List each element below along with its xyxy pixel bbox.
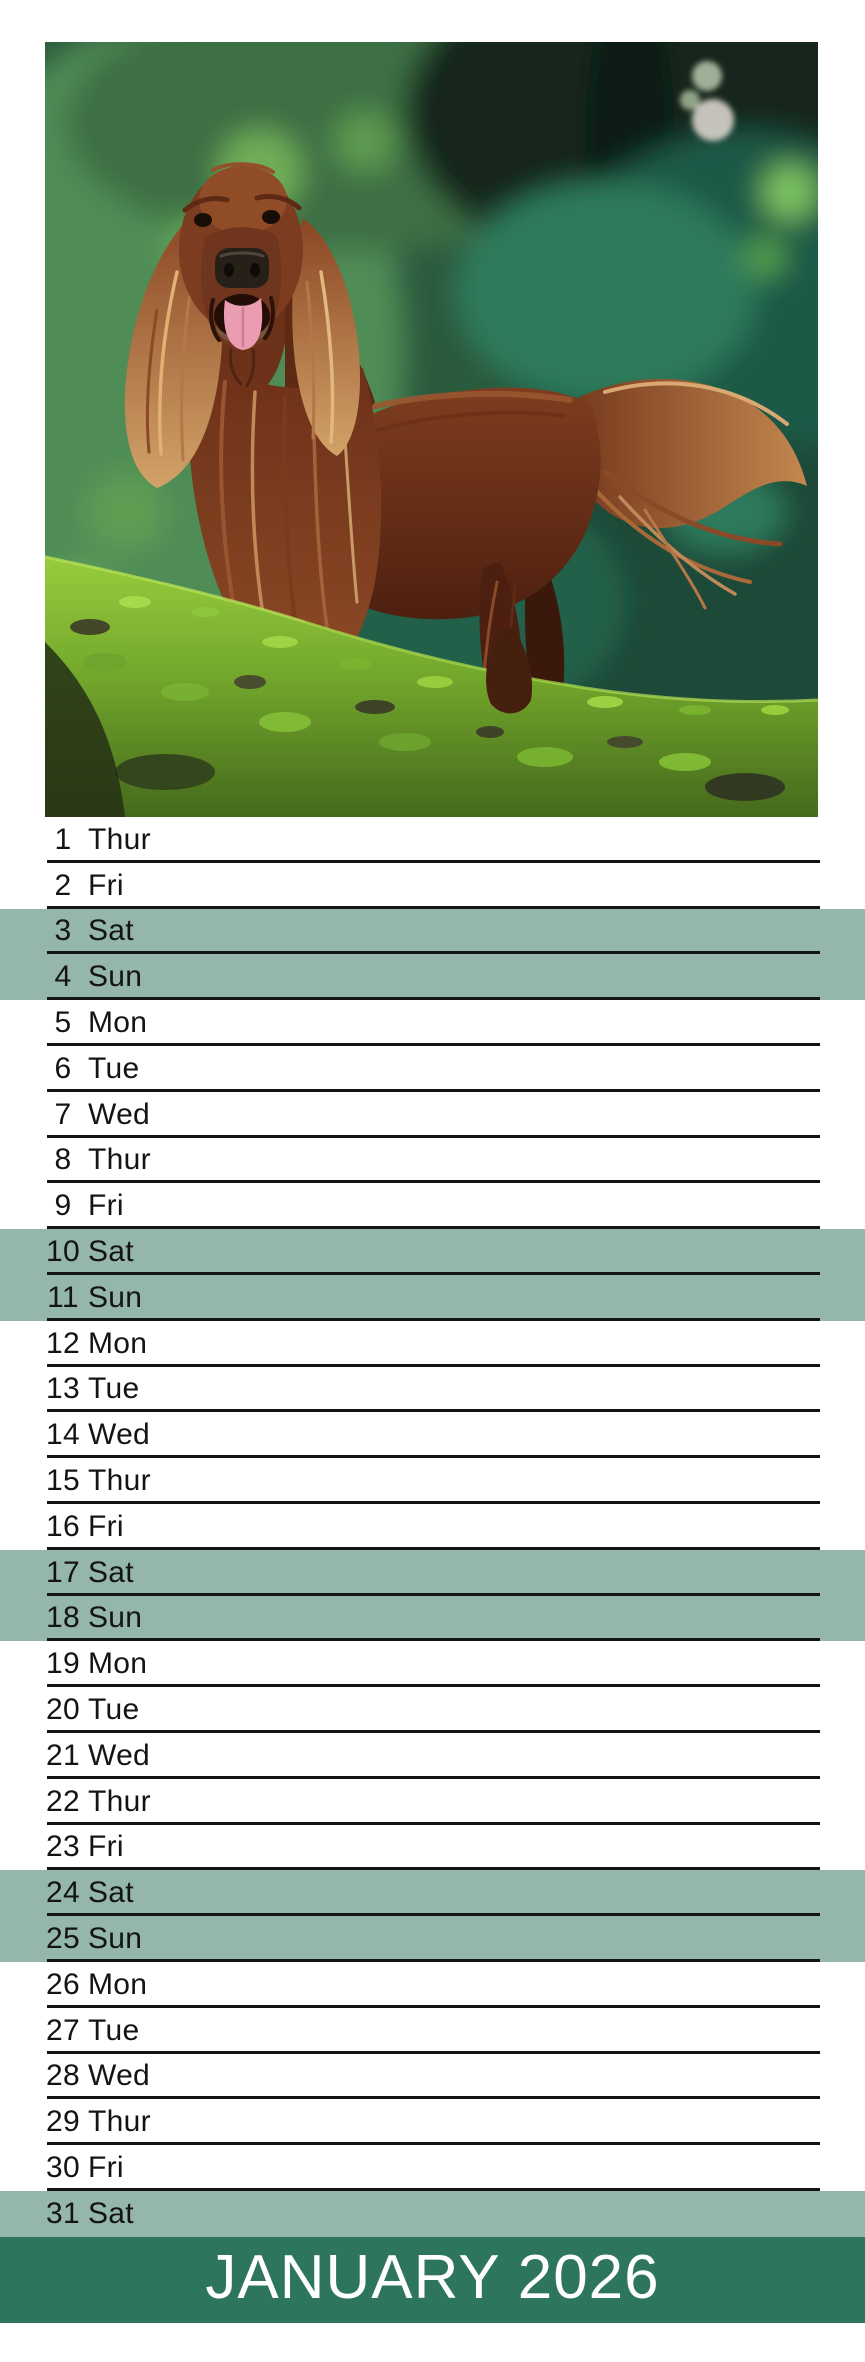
calendar-grid <box>0 817 865 2237</box>
day-number: 5 <box>54 1006 72 1040</box>
month-banner-label: JANUARY 2026 <box>205 2243 660 2312</box>
calendar-row <box>0 1596 865 1642</box>
calendar-row <box>0 1779 865 1825</box>
day-number: 12 <box>46 1326 80 1360</box>
calendar-row <box>0 2099 865 2145</box>
calendar-row <box>0 1916 865 1962</box>
weekday-label: Thur <box>88 2105 151 2139</box>
weekday-label: Wed <box>88 2059 151 2093</box>
weekday-label: Wed <box>88 1418 151 1452</box>
day-number: 17 <box>46 1555 80 1589</box>
calendar-row <box>0 1046 865 1092</box>
calendar-row <box>0 1138 865 1184</box>
photo-frame <box>45 42 818 817</box>
day-number: 21 <box>46 1738 80 1772</box>
weekday-label: Fri <box>88 868 124 902</box>
day-number: 3 <box>54 914 72 948</box>
calendar-row <box>0 1000 865 1046</box>
day-number: 13 <box>46 1372 80 1406</box>
calendar-row <box>0 1825 865 1871</box>
calendar-row <box>0 2191 865 2237</box>
day-number: 20 <box>46 1693 80 1727</box>
weekday-label: Fri <box>88 1509 124 1543</box>
weekday-label: Wed <box>88 1097 151 1131</box>
day-number: 4 <box>54 960 72 994</box>
day-number: 23 <box>46 1830 80 1864</box>
weekday-label: Sun <box>88 960 143 994</box>
weekday-label: Mon <box>88 1326 148 1360</box>
weekday-label: Fri <box>88 1189 124 1223</box>
day-number: 6 <box>54 1051 72 1085</box>
weekday-label: Sat <box>88 1876 134 1910</box>
calendar-row <box>0 1229 865 1275</box>
weekday-label: Sun <box>88 1601 143 1635</box>
calendar-row <box>0 1367 865 1413</box>
calendar-row <box>0 1458 865 1504</box>
day-number: 16 <box>46 1509 80 1543</box>
calendar-row <box>0 1183 865 1229</box>
calendar-row <box>0 1641 865 1687</box>
weekday-label: Tue <box>88 1051 140 1085</box>
weekday-label: Sat <box>88 1555 134 1589</box>
day-number: 8 <box>54 1143 72 1177</box>
day-number: 30 <box>46 2151 80 2184</box>
calendar-row <box>0 2145 865 2191</box>
weekday-label: Mon <box>88 1967 148 2001</box>
calendar-row <box>0 1321 865 1367</box>
calendar-row <box>0 1687 865 1733</box>
weekday-label: Mon <box>88 1647 148 1681</box>
weekday-label: Thur <box>88 1143 151 1177</box>
calendar-row <box>0 954 865 1000</box>
day-number: 24 <box>46 1876 80 1910</box>
weekday-label: Sat <box>88 2196 134 2230</box>
weekday-label: Thur <box>88 822 151 856</box>
day-number: 15 <box>46 1464 80 1498</box>
day-number: 9 <box>54 1189 72 1223</box>
day-number: 2 <box>54 868 72 902</box>
day-number: 28 <box>46 2059 80 2093</box>
day-number: 29 <box>46 2105 80 2139</box>
day-number: 31 <box>46 2196 80 2230</box>
calendar-row <box>0 1962 865 2008</box>
weekday-label: Thur <box>88 1784 151 1818</box>
weekday-label: Sun <box>88 1280 143 1314</box>
calendar-row <box>0 1504 865 1550</box>
calendar-row <box>0 2008 865 2054</box>
calendar-row <box>0 1550 865 1596</box>
photo-illustration <box>45 42 818 817</box>
month-banner <box>0 2237 865 2323</box>
weekday-label: Fri <box>88 1830 124 1864</box>
weekday-label: Sun <box>88 1922 143 1956</box>
dog-eye-right <box>262 210 280 224</box>
dog-eye-left <box>194 213 212 227</box>
day-number: 14 <box>46 1418 80 1452</box>
day-number: 1 <box>54 822 72 856</box>
calendar-row <box>0 1092 865 1138</box>
weekday-label: Tue <box>88 1372 140 1406</box>
weekday-label: Sat <box>88 1235 134 1269</box>
calendar-row <box>0 2054 865 2100</box>
calendar-row <box>0 1870 865 1916</box>
weekday-label: Thur <box>88 1464 151 1498</box>
day-number: 18 <box>46 1601 80 1635</box>
calendar-row <box>0 817 865 863</box>
weekday-label: Wed <box>88 1738 151 1772</box>
day-number: 19 <box>46 1647 80 1681</box>
weekday-label: Tue <box>88 1693 140 1727</box>
day-number: 7 <box>54 1097 72 1131</box>
calendar-row <box>0 909 865 955</box>
calendar-row <box>0 1275 865 1321</box>
day-number: 11 <box>47 1280 79 1314</box>
calendar-row <box>0 863 865 909</box>
day-number: 10 <box>46 1235 80 1269</box>
day-number: 26 <box>46 1967 80 2001</box>
day-number: 27 <box>46 2013 80 2047</box>
dog-nose <box>215 248 269 288</box>
day-number: 25 <box>46 1922 80 1956</box>
calendar-row <box>0 1733 865 1779</box>
weekday-label: Tue <box>88 2013 140 2047</box>
weekday-label: Sat <box>88 914 134 948</box>
weekday-label: Fri <box>88 2151 124 2184</box>
day-number: 22 <box>46 1784 80 1818</box>
weekday-label: Mon <box>88 1006 148 1040</box>
calendar-row <box>0 1412 865 1458</box>
